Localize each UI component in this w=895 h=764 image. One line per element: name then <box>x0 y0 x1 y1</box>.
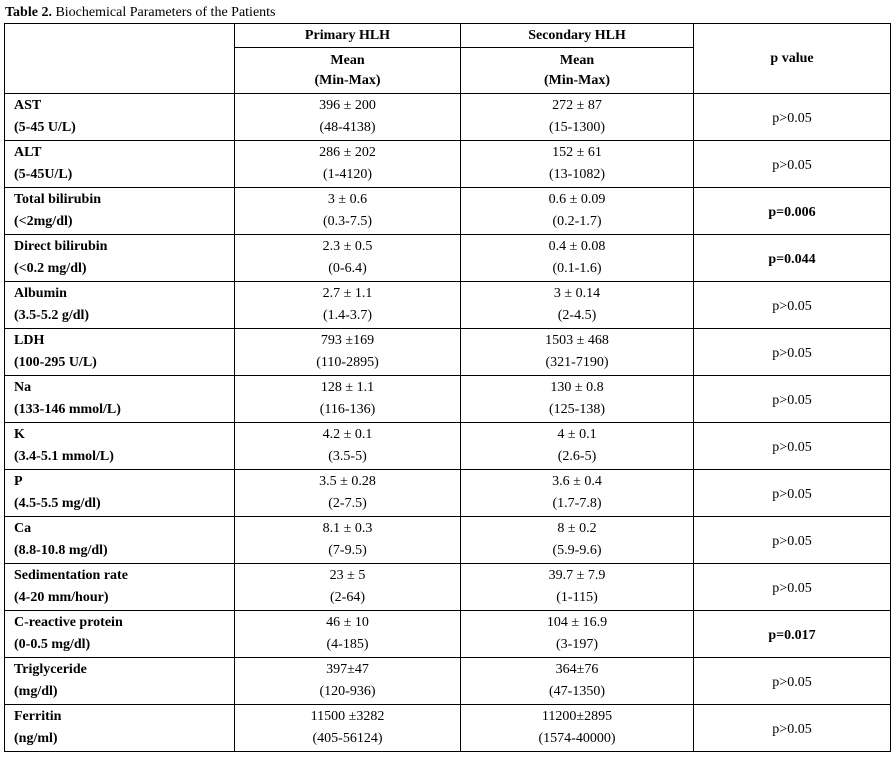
secondary-min-max: (5.9-9.6) <box>552 543 602 558</box>
parameter-name: Triglyceride <box>14 662 87 677</box>
primary-min-max: (2-64) <box>330 590 365 605</box>
p-value-cell: p>0.05 <box>694 376 891 423</box>
parameter-reference-range: (5-45 U/L) <box>14 120 76 135</box>
header-primary-stat <box>235 48 461 94</box>
parameter-cell <box>5 376 235 423</box>
header-primary-hlh: Primary HLH <box>235 24 461 48</box>
primary-min-max: (0.3-7.5) <box>323 214 372 229</box>
parameter-reference-range: (4.5-5.5 mg/dl) <box>14 496 101 511</box>
header-secondary-hlh: Secondary HLH <box>461 24 694 48</box>
secondary-hlh-cell <box>461 470 694 517</box>
secondary-hlh-cell <box>461 517 694 564</box>
secondary-min-max: (0.1-1.6) <box>552 261 602 276</box>
parameter-name: Albumin <box>14 286 67 301</box>
parameter-reference-range: (5-45U/L) <box>14 167 73 182</box>
primary-hlh-cell <box>235 376 461 423</box>
primary-hlh-cell <box>235 329 461 376</box>
primary-min-max: (7-9.5) <box>328 543 367 558</box>
parameter-reference-range: (133-146 mmol/L) <box>14 402 121 417</box>
primary-hlh-cell <box>235 517 461 564</box>
primary-hlh-cell <box>235 658 461 705</box>
table-caption <box>5 4 276 22</box>
primary-hlh-cell <box>235 611 461 658</box>
table-row <box>5 705 891 752</box>
table-row <box>5 470 891 517</box>
secondary-min-max: (2.6-5) <box>557 449 597 464</box>
secondary-hlh-cell <box>461 564 694 611</box>
parameter-name: Sedimentation rate <box>14 568 128 583</box>
parameter-reference-range: (100-295 U/L) <box>14 355 97 370</box>
secondary-mean: 130 ± 0.8 <box>550 380 604 395</box>
header-row-groups <box>5 24 891 48</box>
primary-mean: 397±47 <box>326 662 369 677</box>
primary-mean: 128 ± 1.1 <box>320 380 375 395</box>
table-row <box>5 329 891 376</box>
secondary-min-max: (2-4.5) <box>557 308 597 323</box>
secondary-hlh-cell <box>461 658 694 705</box>
p-value-cell: p>0.05 <box>694 282 891 329</box>
table-row <box>5 564 891 611</box>
parameter-cell <box>5 658 235 705</box>
secondary-hlh-cell <box>461 705 694 752</box>
primary-min-max: (2-7.5) <box>328 496 367 511</box>
table-row <box>5 658 891 705</box>
secondary-min-max: (1574-40000) <box>538 731 616 746</box>
parameter-reference-range: (<2mg/dl) <box>14 214 73 229</box>
secondary-min-max: (13-1082) <box>549 167 605 182</box>
table-header <box>5 24 891 94</box>
parameter-name: Ca <box>14 521 32 536</box>
p-value-cell: p>0.05 <box>694 564 891 611</box>
secondary-min-max: (1.7-7.8) <box>552 496 602 511</box>
p-value-cell: p>0.05 <box>694 517 891 564</box>
parameter-cell <box>5 94 235 141</box>
primary-hlh-cell <box>235 423 461 470</box>
primary-hlh-cell <box>235 141 461 188</box>
table-row <box>5 188 891 235</box>
p-value-cell: p>0.05 <box>694 705 891 752</box>
parameter-cell <box>5 329 235 376</box>
table-row <box>5 94 891 141</box>
parameter-name: Total bilirubin <box>14 192 102 207</box>
secondary-mean: 152 ± 61 <box>552 145 602 160</box>
primary-mean: 793 ±169 <box>320 333 375 348</box>
secondary-mean: 0.6 ± 0.09 <box>548 192 606 207</box>
header-secondary-mean: Mean <box>559 52 595 68</box>
secondary-min-max: (125-138) <box>549 402 605 417</box>
secondary-min-max: (321-7190) <box>545 355 609 370</box>
parameter-name: P <box>14 474 23 489</box>
secondary-mean: 4 ± 0.1 <box>557 427 597 442</box>
secondary-mean: 39.7 ± 7.9 <box>548 568 606 583</box>
secondary-hlh-cell <box>461 235 694 282</box>
secondary-min-max: (47-1350) <box>549 684 605 699</box>
secondary-mean: 104 ± 16.9 <box>546 615 608 630</box>
primary-min-max: (405-56124) <box>312 731 383 746</box>
p-value-cell: p=0.017 <box>694 611 891 658</box>
secondary-mean: 3.6 ± 0.4 <box>552 474 602 489</box>
parameter-name: Ferritin <box>14 709 62 724</box>
primary-min-max: (110-2895) <box>316 355 379 370</box>
p-value-cell: p>0.05 <box>694 658 891 705</box>
p-value-cell: p>0.05 <box>694 329 891 376</box>
primary-hlh-cell <box>235 188 461 235</box>
header-parameter-cell <box>5 24 235 94</box>
parameter-name: Na <box>14 380 32 395</box>
parameter-cell <box>5 470 235 517</box>
parameter-reference-range: (3.4-5.1 mmol/L) <box>14 449 114 464</box>
primary-min-max: (3.5-5) <box>328 449 367 464</box>
primary-hlh-cell <box>235 705 461 752</box>
parameter-name: K <box>14 427 25 442</box>
secondary-mean: 11200±2895 <box>541 709 613 724</box>
secondary-hlh-cell <box>461 188 694 235</box>
parameter-cell <box>5 705 235 752</box>
parameter-reference-range: (0-0.5 mg/dl) <box>14 637 91 652</box>
secondary-hlh-cell <box>461 329 694 376</box>
primary-min-max: (116-136) <box>319 402 376 417</box>
header-p-value: p value <box>694 24 891 94</box>
parameter-cell <box>5 564 235 611</box>
secondary-min-max: (0.2-1.7) <box>552 214 602 229</box>
primary-mean: 2.7 ± 1.1 <box>322 286 373 301</box>
parameter-reference-range: (8.8-10.8 mg/dl) <box>14 543 108 558</box>
primary-mean: 3.5 ± 0.28 <box>319 474 376 489</box>
parameter-reference-range: (4-20 mm/hour) <box>14 590 109 605</box>
primary-mean: 8.1 ± 0.3 <box>322 521 373 536</box>
table-row <box>5 517 891 564</box>
primary-mean: 23 ± 5 <box>329 568 366 583</box>
p-value-cell: p>0.05 <box>694 423 891 470</box>
table-caption-label: Table 2. <box>5 5 52 20</box>
secondary-mean: 8 ± 0.2 <box>557 521 597 536</box>
secondary-mean: 272 ± 87 <box>552 98 602 113</box>
header-secondary-minmax: (Min-Max) <box>543 72 611 88</box>
table-row <box>5 611 891 658</box>
table-caption-text: Biochemical Parameters of the Patients <box>51 5 276 20</box>
biochemical-parameters-table <box>4 23 891 752</box>
secondary-min-max: (3-197) <box>556 637 598 652</box>
p-value-cell: p=0.044 <box>694 235 891 282</box>
primary-mean: 46 ± 10 <box>326 615 369 630</box>
parameter-reference-range: (ng/ml) <box>14 731 58 746</box>
secondary-hlh-cell <box>461 376 694 423</box>
primary-min-max: (4-185) <box>326 637 369 652</box>
primary-min-max: (0-6.4) <box>328 261 367 276</box>
p-value-cell: p>0.05 <box>694 470 891 517</box>
header-secondary-stat <box>461 48 694 94</box>
parameter-cell <box>5 423 235 470</box>
table-row <box>5 376 891 423</box>
parameter-name: C-reactive protein <box>14 615 123 630</box>
secondary-hlh-cell <box>461 94 694 141</box>
table-row <box>5 423 891 470</box>
primary-mean: 286 ± 202 <box>319 145 376 160</box>
parameter-cell <box>5 611 235 658</box>
parameter-name: Direct bilirubin <box>14 239 108 254</box>
primary-hlh-cell <box>235 470 461 517</box>
primary-mean: 396 ± 200 <box>319 98 376 113</box>
parameter-cell <box>5 517 235 564</box>
parameter-cell <box>5 141 235 188</box>
parameter-cell <box>5 188 235 235</box>
table-row <box>5 235 891 282</box>
primary-mean: 11500 ±3282 <box>310 709 385 724</box>
parameter-name: ALT <box>14 145 42 160</box>
secondary-mean: 0.4 ± 0.08 <box>548 239 606 254</box>
parameter-reference-range: (<0.2 mg/dl) <box>14 261 87 276</box>
p-value-cell: p>0.05 <box>694 141 891 188</box>
secondary-mean: 1503 ± 468 <box>545 333 609 348</box>
primary-mean: 2.3 ± 0.5 <box>322 239 373 254</box>
secondary-hlh-cell <box>461 423 694 470</box>
parameter-name: LDH <box>14 333 45 348</box>
primary-hlh-cell <box>235 235 461 282</box>
table-body <box>5 94 891 752</box>
primary-min-max: (120-936) <box>319 684 376 699</box>
secondary-hlh-cell <box>461 282 694 329</box>
parameter-cell <box>5 235 235 282</box>
primary-mean: 3 ± 0.6 <box>327 192 368 207</box>
secondary-hlh-cell <box>461 141 694 188</box>
primary-mean: 4.2 ± 0.1 <box>322 427 373 442</box>
secondary-min-max: (15-1300) <box>549 120 605 135</box>
p-value-cell: p=0.006 <box>694 188 891 235</box>
parameter-reference-range: (3.5-5.2 g/dl) <box>14 308 90 323</box>
parameter-reference-range: (mg/dl) <box>14 684 58 699</box>
header-primary-mean: Mean <box>330 52 365 68</box>
table-row <box>5 282 891 329</box>
secondary-mean: 3 ± 0.14 <box>553 286 601 301</box>
p-value-cell: p>0.05 <box>694 94 891 141</box>
primary-hlh-cell <box>235 282 461 329</box>
parameter-name: AST <box>14 98 42 113</box>
primary-min-max: (1.4-3.7) <box>323 308 372 323</box>
primary-min-max: (1-4120) <box>323 167 372 182</box>
primary-min-max: (48-4138) <box>319 120 376 135</box>
secondary-hlh-cell <box>461 611 694 658</box>
table-row <box>5 141 891 188</box>
primary-hlh-cell <box>235 564 461 611</box>
primary-hlh-cell <box>235 94 461 141</box>
header-primary-minmax: (Min-Max) <box>314 72 381 88</box>
secondary-min-max: (1-115) <box>556 590 598 605</box>
parameter-cell <box>5 282 235 329</box>
secondary-mean: 364±76 <box>555 662 599 677</box>
